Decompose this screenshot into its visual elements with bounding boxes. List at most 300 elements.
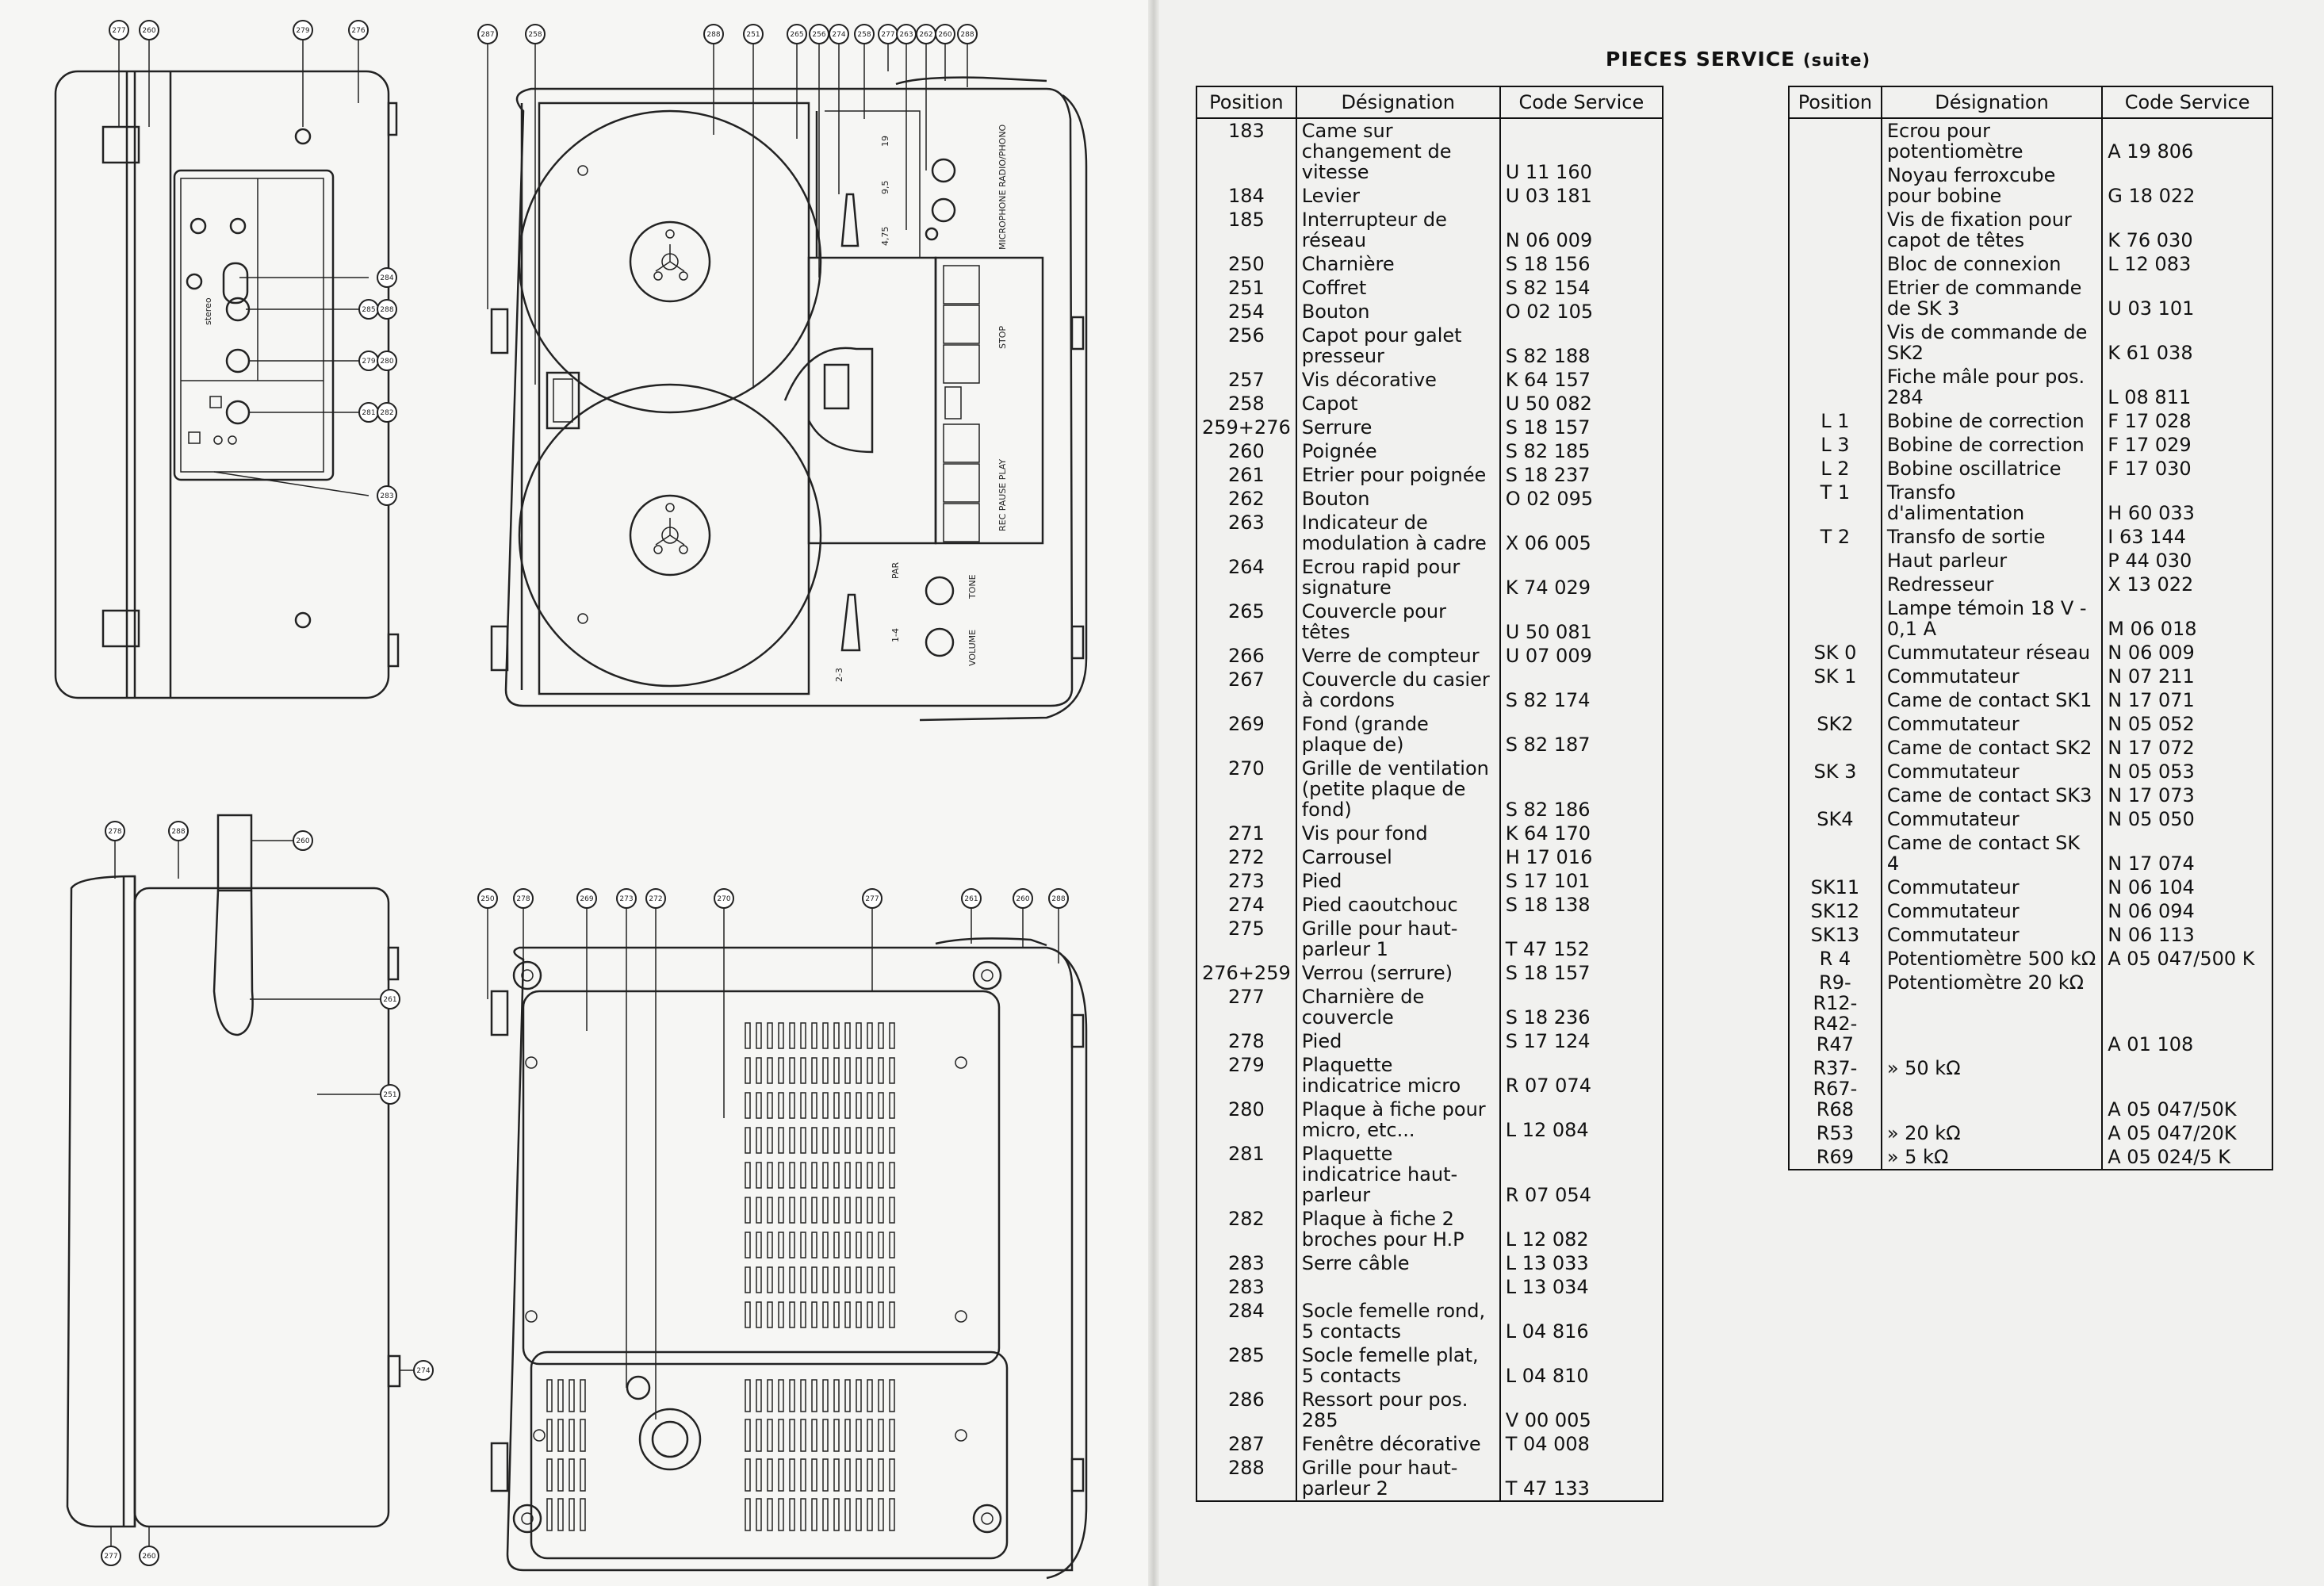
- position-cell: [1789, 783, 1882, 807]
- grille-slot: [745, 1302, 750, 1327]
- grille-slot: [756, 1267, 761, 1293]
- code-cell: N 07 211: [2102, 665, 2272, 688]
- callout-bubble: [514, 889, 533, 908]
- foot-rear-right: [974, 1505, 1001, 1532]
- grille-slot: [845, 1093, 850, 1118]
- table-row: [1196, 845, 1663, 869]
- callout-bubble: [478, 25, 497, 44]
- callout-bubble: [526, 25, 545, 44]
- grille-slot: [790, 1197, 794, 1223]
- position-cell: [1789, 118, 1882, 163]
- grille-slot: [801, 1128, 806, 1153]
- grille-slot: [867, 1093, 872, 1118]
- key-rec[interactable]: [944, 424, 979, 462]
- code-cell: H 60 033: [2102, 481, 2272, 525]
- grille-slot: [823, 1093, 828, 1118]
- input-knob[interactable]: [932, 159, 955, 182]
- designation-cell: Cummutateur réseau: [1882, 641, 2102, 665]
- grille-slot: [768, 1093, 772, 1118]
- table-row: [1789, 783, 2272, 807]
- grille-slot: [834, 1023, 839, 1048]
- callout-bubble: [377, 486, 396, 505]
- grille-slot: [845, 1499, 850, 1530]
- code-cell: V 00 005: [1500, 1388, 1663, 1432]
- foot-rear-left: [514, 1505, 541, 1532]
- table-row: [1196, 1053, 1663, 1098]
- designation-cell: Haut parleur: [1882, 549, 2102, 573]
- code-cell: T 04 008: [1500, 1432, 1663, 1456]
- label-par: PAR: [890, 561, 901, 579]
- grille-slot: [879, 1128, 883, 1153]
- table-row: [1789, 433, 2272, 457]
- svg-text:277: 277: [881, 31, 895, 39]
- grille-slot: [768, 1128, 772, 1153]
- grille-slot: [812, 1380, 817, 1412]
- callout-bubble: [169, 822, 188, 841]
- designation-cell: Bobine de correction: [1882, 433, 2102, 457]
- position-cell: 184: [1196, 184, 1296, 208]
- grille-slot: [768, 1197, 772, 1223]
- designation-cell: Capot: [1296, 392, 1500, 416]
- svg-text:281: 281: [362, 409, 376, 417]
- table-row: [1196, 1299, 1663, 1343]
- table-row: [1196, 1432, 1663, 1456]
- callout-bubble: [293, 831, 312, 850]
- grille-slot: [756, 1302, 761, 1327]
- grille-slot: [779, 1380, 783, 1412]
- table-row: [1196, 555, 1663, 600]
- grille-slot: [845, 1459, 850, 1491]
- svg-text:260: 260: [938, 31, 952, 39]
- table-row: [1196, 1029, 1663, 1053]
- table-row: [1196, 961, 1663, 985]
- grille-slot: [856, 1093, 861, 1118]
- code-cell: N 17 073: [2102, 783, 2272, 807]
- designation-cell: Bouton: [1296, 487, 1500, 511]
- callout-bubble: [377, 403, 396, 422]
- grille-slot: [745, 1267, 750, 1293]
- designation-cell: Bouton: [1296, 300, 1500, 324]
- svg-text:277: 277: [112, 27, 126, 35]
- designation-cell: Commutateur: [1882, 899, 2102, 923]
- grille-slot: [779, 1232, 783, 1258]
- grille-slot: [879, 1459, 883, 1491]
- code-cell: L 13 033: [1500, 1251, 1663, 1275]
- table-row: [1196, 893, 1663, 917]
- small-bottom-plate: [531, 1352, 1007, 1558]
- code-cell: N 06 009: [2102, 641, 2272, 665]
- table-row: [1196, 511, 1663, 555]
- table-row: [1789, 208, 2272, 252]
- designation-cell: Lampe témoin 18 V - 0,1 A: [1882, 596, 2102, 641]
- svg-text:274: 274: [832, 31, 846, 39]
- grille-slot: [779, 1302, 783, 1327]
- speaker-grille-left: [547, 1380, 585, 1530]
- grille-slot: [547, 1459, 552, 1491]
- grille-slot: [790, 1023, 794, 1048]
- column-header-designation: Désignation: [1296, 86, 1500, 118]
- designation-cell: Ressort pour pos. 285: [1296, 1388, 1500, 1432]
- grille-slot: [801, 1419, 806, 1451]
- designation-cell: Pied: [1296, 869, 1500, 893]
- code-cell: N 05 053: [2102, 760, 2272, 783]
- position-cell: 278: [1196, 1029, 1296, 1053]
- screw: [955, 1430, 967, 1441]
- table-row: [1196, 1456, 1663, 1501]
- code-cell: I 63 144: [2102, 525, 2272, 549]
- position-cell: SK 3: [1789, 760, 1882, 783]
- code-cell: S 17 101: [1500, 869, 1663, 893]
- grille-slot: [879, 1499, 883, 1530]
- callout-bubble: [704, 25, 723, 44]
- code-cell: U 50 081: [1500, 600, 1663, 644]
- callout-bubble: [879, 25, 898, 44]
- grille-slot: [834, 1197, 839, 1223]
- table-row: [1789, 875, 2272, 899]
- grille-slot: [823, 1499, 828, 1530]
- screw: [534, 1430, 545, 1441]
- position-cell: 258: [1196, 392, 1296, 416]
- position-cell: 257: [1196, 368, 1296, 392]
- callout-bubble: [478, 889, 497, 908]
- grille-slot: [745, 1058, 750, 1083]
- foot-front-right: [974, 962, 1001, 989]
- grille-slot: [768, 1380, 772, 1412]
- balance-knob[interactable]: [932, 199, 955, 221]
- grille-slot: [823, 1232, 828, 1258]
- grille-slot: [834, 1302, 839, 1327]
- grille-slot: [779, 1163, 783, 1188]
- grille-slot: [790, 1163, 794, 1188]
- svg-text:260: 260: [1016, 895, 1030, 903]
- callout-bubble: [377, 351, 396, 370]
- grille-slot: [890, 1163, 894, 1188]
- grille-slot: [856, 1459, 861, 1491]
- table-row: [1196, 1142, 1663, 1207]
- callout-bubble: [1013, 889, 1032, 908]
- designation-cell: Redresseur: [1882, 573, 2102, 596]
- svg-text:262: 262: [919, 31, 933, 39]
- grille-slot: [812, 1058, 817, 1083]
- grille-slot: [756, 1380, 761, 1412]
- grille-slot: [768, 1419, 772, 1451]
- code-cell: U 03 101: [2102, 276, 2272, 320]
- svg-text:265: 265: [790, 31, 804, 39]
- speed-lever[interactable]: [842, 194, 858, 246]
- grille-slot: [879, 1197, 883, 1223]
- grille-slot: [823, 1128, 828, 1153]
- grille-slot: [812, 1232, 817, 1258]
- grille-slot: [547, 1419, 552, 1451]
- code-cell: F 17 028: [2102, 409, 2272, 433]
- screw: [955, 1057, 967, 1068]
- svg-text:4,75: 4,75: [880, 226, 890, 246]
- grille-slot: [823, 1459, 828, 1491]
- grille-slot: [580, 1380, 585, 1412]
- callout-bubble: [105, 822, 124, 841]
- grille-slot: [812, 1163, 817, 1188]
- position-cell: 275: [1196, 917, 1296, 961]
- grille-slot: [890, 1267, 894, 1293]
- svg-text:1-4: 1-4: [890, 628, 901, 642]
- callout-bubble: [349, 21, 368, 40]
- grille-slot: [812, 1267, 817, 1293]
- callout-bubble: [109, 21, 128, 40]
- callout-bubble: [855, 25, 874, 44]
- svg-text:261: 261: [964, 895, 978, 903]
- callout-bubble: [101, 1546, 121, 1565]
- tone-knob[interactable]: [926, 577, 953, 604]
- grille-slot: [845, 1058, 850, 1083]
- svg-text:251: 251: [383, 1091, 397, 1099]
- designation-cell: Commutateur: [1882, 760, 2102, 783]
- position-cell: 284: [1196, 1299, 1296, 1343]
- grille-slot: [756, 1023, 761, 1048]
- grille-slot: [580, 1499, 585, 1530]
- callout-bubble: [936, 25, 955, 44]
- grille-slot: [812, 1302, 817, 1327]
- callout-bubble: [377, 300, 396, 319]
- code-cell: R 07 054: [1500, 1142, 1663, 1207]
- grille-slot: [812, 1419, 817, 1451]
- code-cell: S 17 124: [1500, 1029, 1663, 1053]
- designation-cell: Charnière: [1296, 252, 1500, 276]
- track-lever[interactable]: [842, 595, 860, 650]
- grille-slot: [812, 1459, 817, 1491]
- grille-slot: [867, 1419, 872, 1451]
- stereo-label: stereo: [203, 297, 213, 325]
- designation-cell: » 50 kΩ: [1882, 1056, 2102, 1121]
- designation-cell: Interrupteur de réseau: [1296, 208, 1500, 252]
- key-stop[interactable]: [944, 266, 979, 304]
- label-inputs: MICROPHONE RADIO/PHONO: [997, 124, 1008, 250]
- code-cell: N 06 009: [1500, 208, 1663, 252]
- grille-slot: [879, 1380, 883, 1412]
- table-row: [1789, 1056, 2272, 1121]
- callout-bubble: [646, 889, 665, 908]
- table-row: [1196, 1098, 1663, 1142]
- svg-text:277: 277: [104, 1553, 118, 1561]
- svg-text:276: 276: [351, 27, 366, 35]
- designation-cell: Vis de commande de SK2: [1882, 320, 2102, 365]
- designation-cell: Carrousel: [1296, 845, 1500, 869]
- position-cell: 280: [1196, 1098, 1296, 1142]
- svg-text:280: 280: [380, 358, 394, 366]
- grille-slot: [812, 1128, 817, 1153]
- carousel-disc: [640, 1409, 700, 1469]
- code-cell: H 17 016: [1500, 845, 1663, 869]
- svg-text:288: 288: [706, 31, 721, 39]
- grille-slot: [867, 1023, 872, 1048]
- svg-text:288: 288: [1051, 895, 1066, 903]
- label-volume: VOLUME: [967, 629, 978, 666]
- designation-cell: Vis pour fond: [1296, 822, 1500, 845]
- svg-text:19: 19: [880, 136, 890, 147]
- grille-slot: [823, 1163, 828, 1188]
- position-cell: SK2: [1789, 712, 1882, 736]
- drawing-bottom-view: [476, 872, 1110, 1578]
- position-cell: 279: [1196, 1053, 1296, 1098]
- table-row: [1789, 971, 2272, 1056]
- position-cell: 260: [1196, 439, 1296, 463]
- key-wind[interactable]: [944, 305, 979, 343]
- position-cell: [1789, 208, 1882, 252]
- position-cell: L 3: [1789, 433, 1882, 457]
- code-cell: T 47 133: [1500, 1456, 1663, 1501]
- position-cell: SK4: [1789, 807, 1882, 831]
- code-cell: S 18 138: [1500, 893, 1663, 917]
- position-cell: [1789, 365, 1882, 409]
- designation-cell: Potentiomètre 500 kΩ: [1882, 947, 2102, 971]
- position-cell: 273: [1196, 869, 1296, 893]
- table-row: [1196, 392, 1663, 416]
- code-cell: O 02 105: [1500, 300, 1663, 324]
- code-cell: U 50 082: [1500, 392, 1663, 416]
- table-row: [1196, 600, 1663, 644]
- designation-cell: Plaque à fiche 2 broches pour H.P: [1296, 1207, 1500, 1251]
- position-cell: 274: [1196, 893, 1296, 917]
- code-cell: L 12 084: [1500, 1098, 1663, 1142]
- table-row: [1789, 409, 2272, 433]
- volume-knob[interactable]: [926, 629, 953, 656]
- grille-slot: [856, 1267, 861, 1293]
- grille-slot: [745, 1419, 750, 1451]
- callout-bubble: [787, 25, 806, 44]
- grille-slot: [745, 1093, 750, 1118]
- grille-slot: [801, 1302, 806, 1327]
- callout-bubble: [897, 25, 916, 44]
- callout-bubble: [829, 25, 848, 44]
- callout-bubble: [414, 1361, 433, 1380]
- grille-slot: [890, 1128, 894, 1153]
- designation-cell: » 20 kΩ: [1882, 1121, 2102, 1145]
- grille-slot: [879, 1163, 883, 1188]
- grille-slot: [867, 1058, 872, 1083]
- designation-cell: Bobine oscillatrice: [1882, 457, 2102, 481]
- speaker-grille-right: [745, 1380, 894, 1530]
- position-cell: 270: [1196, 757, 1296, 822]
- svg-text:288: 288: [960, 31, 974, 39]
- grille-slot: [879, 1058, 883, 1083]
- grille-slot: [879, 1232, 883, 1258]
- grille-slot: [823, 1267, 828, 1293]
- grille-slot: [745, 1197, 750, 1223]
- position-cell: 263: [1196, 511, 1296, 555]
- designation-cell: Etrier pour poignée: [1296, 463, 1500, 487]
- key-rewind[interactable]: [944, 345, 979, 383]
- drawing-side-view-bottom: [48, 809, 431, 1570]
- code-cell: L 08 811: [2102, 365, 2272, 409]
- grille-slot: [779, 1128, 783, 1153]
- grille-slot: [867, 1232, 872, 1258]
- position-cell: 259+276: [1196, 416, 1296, 439]
- label-stop: STOP: [997, 326, 1008, 349]
- title-suffix: (suite): [1802, 51, 1871, 70]
- designation-cell: Socle femelle rond, 5 contacts: [1296, 1299, 1500, 1343]
- table-row: [1789, 525, 2272, 549]
- grille-slot: [790, 1499, 794, 1530]
- designation-cell: Plaque à fiche pour micro, etc...: [1296, 1098, 1500, 1142]
- designation-cell: Verrou (serrure): [1296, 961, 1500, 985]
- grille-slot: [569, 1499, 574, 1530]
- svg-text:250: 250: [480, 895, 495, 903]
- code-cell: N 05 050: [2102, 807, 2272, 831]
- svg-text:260: 260: [296, 837, 310, 845]
- code-cell: F 17 029: [2102, 433, 2272, 457]
- position-cell: [1789, 276, 1882, 320]
- grille-slot: [834, 1232, 839, 1258]
- grille-slot: [745, 1499, 750, 1530]
- table-row: [1789, 807, 2272, 831]
- key-pause[interactable]: [944, 464, 979, 502]
- grille-slot: [779, 1499, 783, 1530]
- grille-slot: [580, 1419, 585, 1451]
- table-row: [1789, 573, 2272, 596]
- table-row: [1789, 688, 2272, 712]
- designation-cell: Fiche mâle pour pos. 284: [1882, 365, 2102, 409]
- position-cell: 283: [1196, 1275, 1296, 1299]
- position-cell: T 1: [1789, 481, 1882, 525]
- key-play[interactable]: [944, 504, 979, 542]
- grille-slot: [779, 1093, 783, 1118]
- callout-bubble: [359, 351, 378, 370]
- grille-slot: [856, 1023, 861, 1048]
- svg-text:256: 256: [812, 31, 826, 39]
- position-cell: SK13: [1789, 923, 1882, 947]
- grille-slot: [812, 1499, 817, 1530]
- grille-slot: [745, 1232, 750, 1258]
- parts-table-left: [1196, 86, 1664, 1502]
- foot-front-left: [514, 962, 541, 989]
- label-tone: TONE: [967, 574, 978, 599]
- position-cell: 285: [1196, 1343, 1296, 1388]
- grille-slot: [745, 1023, 750, 1048]
- position-cell: 250: [1196, 252, 1296, 276]
- position-cell: R69: [1789, 1145, 1882, 1170]
- code-cell: N 05 052: [2102, 712, 2272, 736]
- table-row: [1196, 757, 1663, 822]
- grille-slot: [745, 1163, 750, 1188]
- grille-slot: [845, 1023, 850, 1048]
- table-row: [1789, 923, 2272, 947]
- designation-cell: Capot pour galet presseur: [1296, 324, 1500, 368]
- callout-bubble: [863, 889, 882, 908]
- position-cell: 256: [1196, 324, 1296, 368]
- svg-text:258: 258: [528, 31, 542, 39]
- designation-cell: Bobine de correction: [1882, 409, 2102, 433]
- connector-panel: [174, 170, 333, 480]
- code-cell: S 18 237: [1500, 463, 1663, 487]
- designation-cell: Etrier de commande de SK 3: [1882, 276, 2102, 320]
- svg-text:285: 285: [362, 306, 376, 314]
- grille-slot: [558, 1459, 563, 1491]
- grille-slot: [890, 1459, 894, 1491]
- code-cell: S 82 188: [1500, 324, 1663, 368]
- table-row: [1196, 118, 1663, 184]
- grille-slot: [834, 1058, 839, 1083]
- svg-text:260: 260: [142, 1553, 156, 1561]
- grille-slot: [856, 1232, 861, 1258]
- grille-slot: [756, 1058, 761, 1083]
- grille-slot: [867, 1128, 872, 1153]
- svg-text:279: 279: [296, 27, 310, 35]
- code-cell: K 76 030: [2102, 208, 2272, 252]
- designation-cell: [1296, 1275, 1500, 1299]
- svg-text:278: 278: [108, 828, 122, 836]
- designation-cell: Fenêtre décorative: [1296, 1432, 1500, 1456]
- grille-slot: [801, 1197, 806, 1223]
- table-row: [1789, 252, 2272, 276]
